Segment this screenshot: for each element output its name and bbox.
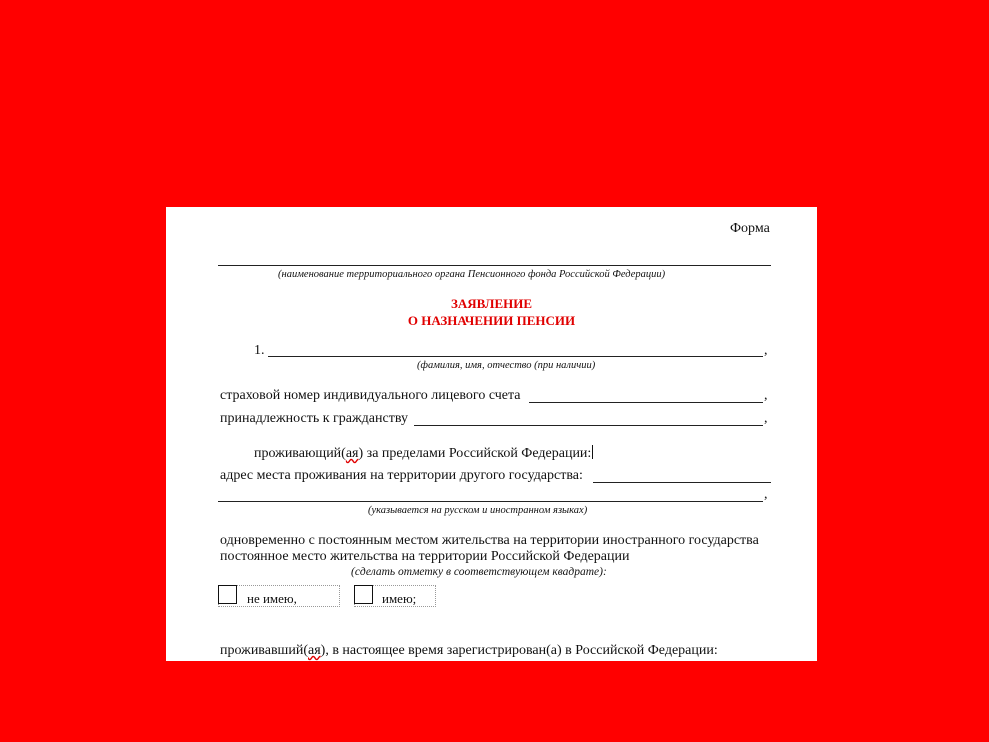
citizenship-field[interactable] bbox=[414, 425, 763, 426]
abroad-prefix: проживающий( bbox=[254, 446, 346, 461]
snils-label: страховой номер индивидуального лицевого счета bbox=[220, 388, 521, 403]
organ-name-field[interactable] bbox=[218, 265, 771, 266]
foreign-address-field-1[interactable] bbox=[593, 482, 771, 483]
abroad-suffix: ) за пределами Российской Федерации: bbox=[358, 446, 592, 461]
title-line-1: ЗАЯВЛЕНИЕ bbox=[450, 296, 533, 311]
form-label: Форма bbox=[730, 221, 770, 236]
mark-caption: (сделать отметку в соответствующем квадрате): bbox=[351, 566, 607, 578]
snils-comma: , bbox=[764, 388, 768, 403]
fio-comma: , bbox=[764, 343, 768, 358]
lived-gender: ая bbox=[308, 643, 321, 658]
foreign-address-label: адрес места проживания на территории другого государства: bbox=[220, 468, 583, 483]
item-number: 1. bbox=[254, 343, 265, 358]
lived-prefix: проживавший( bbox=[220, 643, 308, 658]
lived-suffix: ), в настоящее время зарегистрирован(а) в Российской Федерации: bbox=[320, 643, 718, 658]
option-no-label: не имею, bbox=[247, 591, 297, 606]
simultaneous-line-1: одновременно с постоянным местом жительства на территории иностранного государства bbox=[220, 533, 759, 548]
citizenship-comma: , bbox=[764, 411, 768, 426]
lived-line bbox=[220, 643, 718, 659]
option-yes-checkbox[interactable] bbox=[354, 585, 373, 604]
abroad-line bbox=[254, 445, 593, 462]
foreign-address-field-2[interactable] bbox=[218, 501, 763, 502]
fio-field[interactable] bbox=[268, 356, 763, 357]
option-no-checkbox[interactable] bbox=[218, 585, 237, 604]
document-page bbox=[166, 207, 817, 661]
text-cursor bbox=[592, 445, 593, 459]
option-yes-label: имею; bbox=[382, 591, 417, 606]
title-line-2: О НАЗНАЧЕНИИ ПЕНСИИ bbox=[407, 313, 576, 328]
citizenship-label: принадлежность к гражданству bbox=[220, 411, 408, 426]
fio-caption: (фамилия, имя, отчество (при наличии) bbox=[417, 360, 596, 371]
abroad-gender: ая bbox=[345, 446, 359, 461]
foreign-address-comma: , bbox=[764, 487, 768, 502]
organ-caption: (наименование территориального органа Пенсионного фонда Российской Федерации) bbox=[278, 269, 666, 280]
snils-field[interactable] bbox=[529, 402, 763, 403]
simultaneous-line-2: постоянное место жительства на территории Российской Федерации bbox=[220, 549, 630, 564]
lang-caption: (указывается на русском и иностранном языках) bbox=[368, 505, 588, 516]
